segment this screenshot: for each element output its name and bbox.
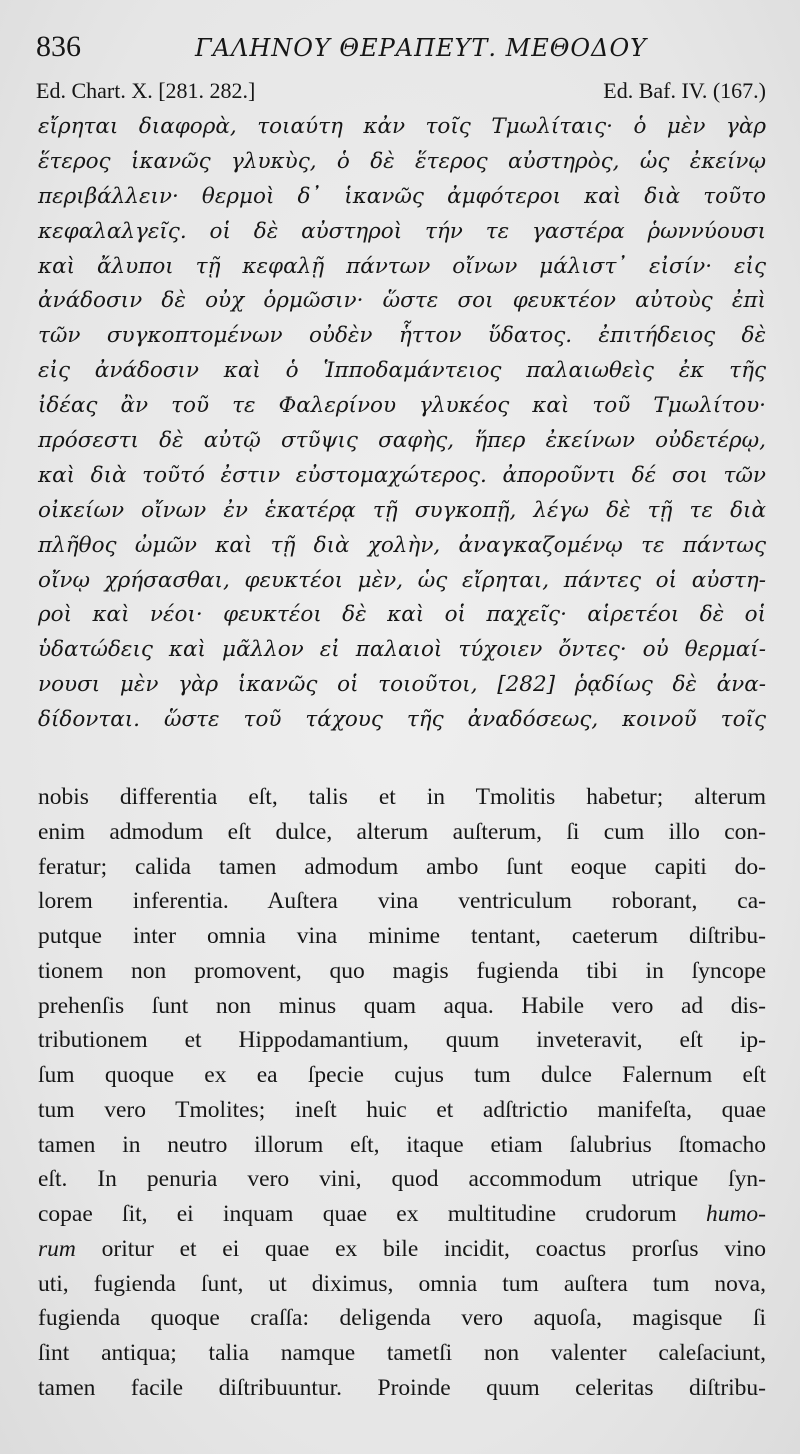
greek-text-line: οἰκείων οἴνων ἐν ἑκατέρᾳ τῇ συγκοπῇ, λέγω δὲ τῇ τε διὰ [38, 497, 766, 523]
greek-text-line: περιβάλλειν· θερμοὶ δ᾽ ἱκανῶς ἀμφότεροι καὶ διὰ τοῦτο [38, 183, 766, 209]
greek-text-line: ἕτερος ἱκανῶς γλυκὺς, ὁ δὲ ἕτερος αὐστηρὸς, ὡς ἐκείνῳ [38, 148, 766, 174]
greek-text-line: καὶ ἄλυποι τῇ κεφαλῇ πάντων οἴνων μάλιστ᾽ εἰσίν· εἰς [38, 253, 766, 279]
latin-text-line [38, 1232, 766, 1267]
latin-text-line: putque inter omnia vina minime tentant, caeterum diſtribu- [38, 923, 766, 949]
latin-text-line: tributionem et Hippodamantium, quum inveteravit, eſt ip- [38, 1027, 766, 1054]
latin-text-line: tamen in neutro illorum eſt, itaque etiam ſalubrius ſtomacho [38, 1131, 766, 1158]
greek-text-line: νουσι μὲν γὰρ ἱκανῶς οἱ τοιοῦτοι, [282] ῥᾳδίως δὲ ἀνα- [38, 672, 766, 698]
latin-text-line: uti, fugienda ſunt, ut diximus, omnia tum auſtera tum nova, [38, 1270, 766, 1297]
latin-text-line: tionem non promovent, quo magis fugienda tibi in ſyncope [38, 957, 766, 984]
greek-text-line: ἀνάδοσιν δὲ οὐχ ὁρμῶσιν· ὥστε σοι φευκτέον αὐτοὺς ἐπὶ [38, 288, 766, 314]
latin-text-line: ſum quoque ex ea ſpecie cujus tum dulce Falernum eſt [38, 1062, 766, 1088]
latin-text-segment: oritur et ei quae ex bile incidit, coactus prorſus vino [75, 1235, 766, 1262]
greek-text-line: εἰς ἀνάδοσιν καὶ ὁ Ἱπποδαμάντειος παλαιωθεὶς ἐκ τῆς [38, 358, 766, 384]
page-header [36, 28, 766, 68]
latin-text-line: tamen facile diſtribuuntur. Proinde quum celeritas diſtribu- [38, 1374, 766, 1401]
latin-text-line: fugienda quoque craſſa: deligenda vero aquoſa, magisque ſi [38, 1305, 766, 1332]
greek-text-line: πρόσεστι δὲ αὐτῷ στῦψις σαφὴς, ἥπερ ἐκείνων οὐδετέρῳ, [38, 428, 766, 454]
greek-text-line: πλῆθος ὠμῶν καὶ τῇ διὰ χολὴν, ἀναγκαζομένῳ τε πάντως [38, 532, 766, 558]
greek-text-line: ροὶ καὶ νέοι· φευκτέοι δὲ καὶ οἱ παχεῖς· αἱρετέοι δὲ οἱ [38, 602, 766, 628]
latin-text-segment: copae ſit, ei inquam quae ex multitudine crudorum [38, 1201, 677, 1227]
latin-text-line: ſint antiqua; talia namque tametſi non valenter caleſaciunt, [38, 1340, 766, 1366]
greek-text-line: καὶ διὰ τοῦτό ἐστιν εὐστομαχώτερος. ἀποροῦντι δέ σοι τῶν [38, 462, 766, 488]
greek-text-line: ὑδατώδεις καὶ μᾶλλον εἰ παλαιοὶ τύχοιεν ὄντες· οὐ θερμαί- [38, 637, 766, 663]
page-number: 836 [36, 30, 81, 63]
latin-text-line: lorem inferentia. Auſtera vina ventriculum roborant, ca- [38, 888, 766, 915]
edition-reference-line [36, 78, 766, 108]
greek-text-line: εἴρηται διαφορὰ, τοιαύτη κἀν τοῖς Τμωλίταις· ὁ μὲν γὰρ [38, 114, 766, 139]
latin-text-line: feratur; calida tamen admodum ambo ſunt eoque capiti do- [38, 853, 766, 880]
greek-text-block [38, 110, 766, 738]
greek-text-line: κεφαλαλγεῖς. οἱ δὲ αὐστηροὶ τήν τε γαστέρα ῥωννύουσι [38, 218, 766, 244]
latin-text-line [38, 1197, 766, 1232]
latin-text-line: tum vero Tmolites; ineſt huic et adſtrictio manifeſta, quae [38, 1096, 766, 1123]
greek-text-line: οἴνῳ χρήσασθαι, φευκτέοι μὲν, ὡς εἴρηται, πάντες οἱ αὐστη- [38, 567, 766, 593]
latin-text-line: eſt. In penuria vero vini, quod accommodum utrique ſyn- [38, 1166, 766, 1193]
edition-chartier-reference: Ed. Chart. X. [281. 282.] [36, 78, 256, 103]
latin-text-line: enim admodum eſt dulce, alterum auſterum, ſi cum illo con- [38, 818, 766, 845]
running-title: ΓΑΛΗΝΟΥ ΘΕΡΑΠΕΥΤ. ΜΕΘΟΔΟΥ [195, 34, 647, 62]
greek-text-line: τῶν συγκοπτομένων οὐδὲν ἧττον ὕδατος. ἐπιτήδειος δὲ [38, 323, 766, 349]
latin-text-block [38, 780, 766, 1406]
latin-italic-word: humo- [705, 1201, 766, 1227]
latin-italic-word: rum [38, 1235, 76, 1262]
greek-text-line: δίδονται. ὥστε τοῦ τάχους τῆς ἀναδόσεως, κοινοῦ τοῖς [38, 707, 766, 733]
edition-basel-reference: Ed. Baf. IV. (167.) [603, 78, 766, 103]
latin-text-line: nobis differentia eſt, talis et in Tmolitis habetur; alterum [38, 784, 766, 810]
latin-text-line: prehenſis ſunt non minus quam aqua. Habile vero ad dis- [38, 992, 766, 1019]
greek-text-line: ἰδέας ἂν τοῦ τε Φαλερίνου γλυκέος καὶ τοῦ Τμωλίτου· [38, 393, 766, 419]
